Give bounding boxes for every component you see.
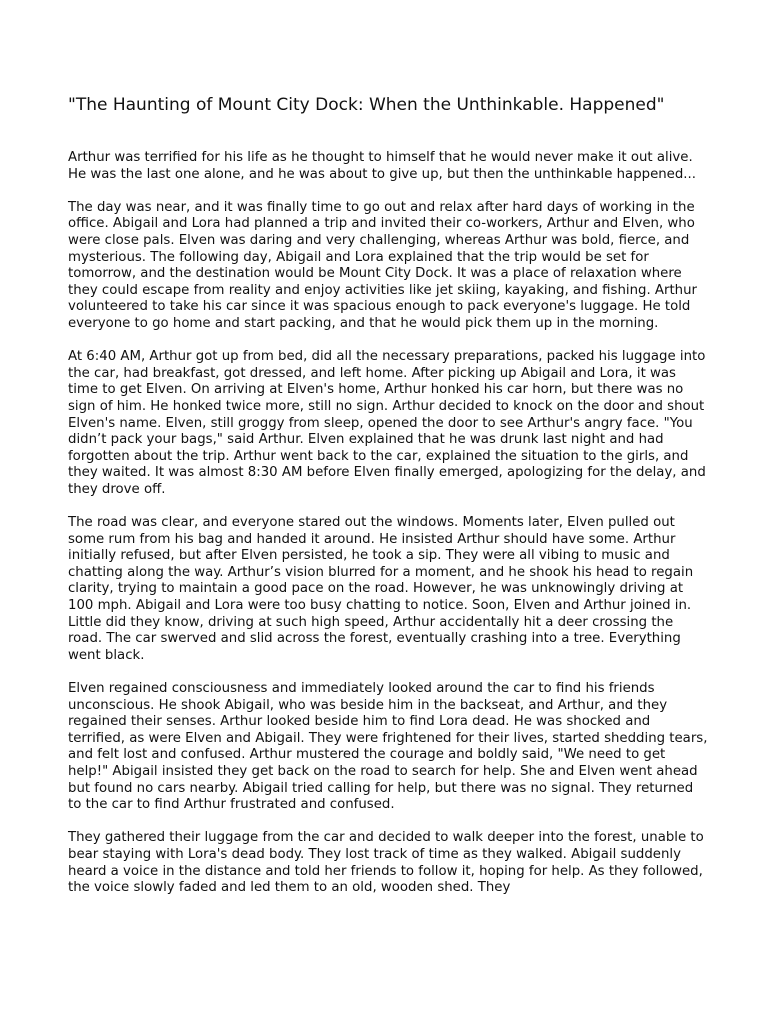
paragraph-3: At 6:40 AM, Arthur got up from bed, did all the necessary preparations, packed his luggage into the car, had breakfast, got dressed, and left home. After picking up Abigail and Lora, it was time to get Elven. On arriving at Elven's home, Arthur honked his car horn, but there was no sign of him. He honked twice more, still no sign. Arthur decided to knock on the door and shout Elven's name. Elven, still groggy from sleep, opened the door to see Arthur's angry face. "You didn’t pack your bags," said Arthur. Elven explained that he was drunk last night and had forgotten about the trip. Arthur went back to the car, explained the situation to the girls, and they waited. It was almost 8:30 AM before Elven finally emerged, apologizing for the delay, and they drove off.	[68, 349, 706, 497]
story-title: "The Haunting of Mount City Dock: When the Unthinkable. Happened"	[68, 95, 665, 115]
paragraph-1: Arthur was terrified for his life as he thought to himself that he would never make it out alive. He was the last one alone, and he was about to give up, but then the unthinkable happened...	[68, 150, 696, 182]
paragraph-2: The day was near, and it was finally time to go out and relax after hard days of working in the office. Abigail and Lora had planned a trip and invited their co-workers, Arthur and Elven, who were close pals. Elven was daring and very challenging, whereas Arthur was bold, fierce, and mysterious. The following day, Abigail and Lora explained that the trip would be set for tomorrow, and the destination would be Mount City Dock. It was a place of relaxation where they could escape from reality and enjoy activities like jet skiing, kayaking, and fishing. Arthur volunteered to take his car since it was spacious enough to pack everyone's luggage. He told everyone to go home and start packing, and that he would pick them up in the morning.	[68, 199, 697, 331]
paragraph-6: They gathered their luggage from the car and decided to walk deeper into the forest, unable to bear staying with Lora's dead body. They lost track of time as they walked. Abigail suddenly heard a voice in the distance and told her friends to follow it, hoping for help. As they followed, the voice slowly faded and led them to an old, wooden shed. They	[68, 830, 704, 896]
paragraph-5: Elven regained consciousness and immediately looked around the car to find his friends unconscious. He shook Abigail, who was beside him in the backseat, and Arthur, and they regained their senses. Arthur looked beside him to find Lora dead. He was shocked and terrified, as were Elven and Abigail. They were frightened for their lives, started shedding tears, and felt lost and confused. Arthur mustered the courage and boldly said, "We need to get help!" Abigail insisted they get back on the road to search for help. She and Elven went ahead but found no cars nearby. Abigail tried calling for help, but there was no signal. They returned to the car to find Arthur frustrated and confused.	[68, 681, 708, 813]
story-body	[68, 150, 708, 913]
paragraph-4: The road was clear, and everyone stared out the windows. Moments later, Elven pulled out some rum from his bag and handed it around. He insisted Arthur should have some. Arthur initially refused, but after Elven persisted, he took a sip. They were all vibing to music and chatting along the way. Arthur’s vision blurred for a moment, and he shook his head to regain clarity, trying to maintain a good pace on the road. However, he was unknowingly driving at 100 mph. Abigail and Lora were too busy chatting to notice. Soon, Elven and Arthur joined in. Little did they know, driving at such high speed, Arthur accidentally hit a deer crossing the road. The car swerved and slid across the forest, eventually crashing into a tree. Everything went black.	[68, 515, 694, 663]
